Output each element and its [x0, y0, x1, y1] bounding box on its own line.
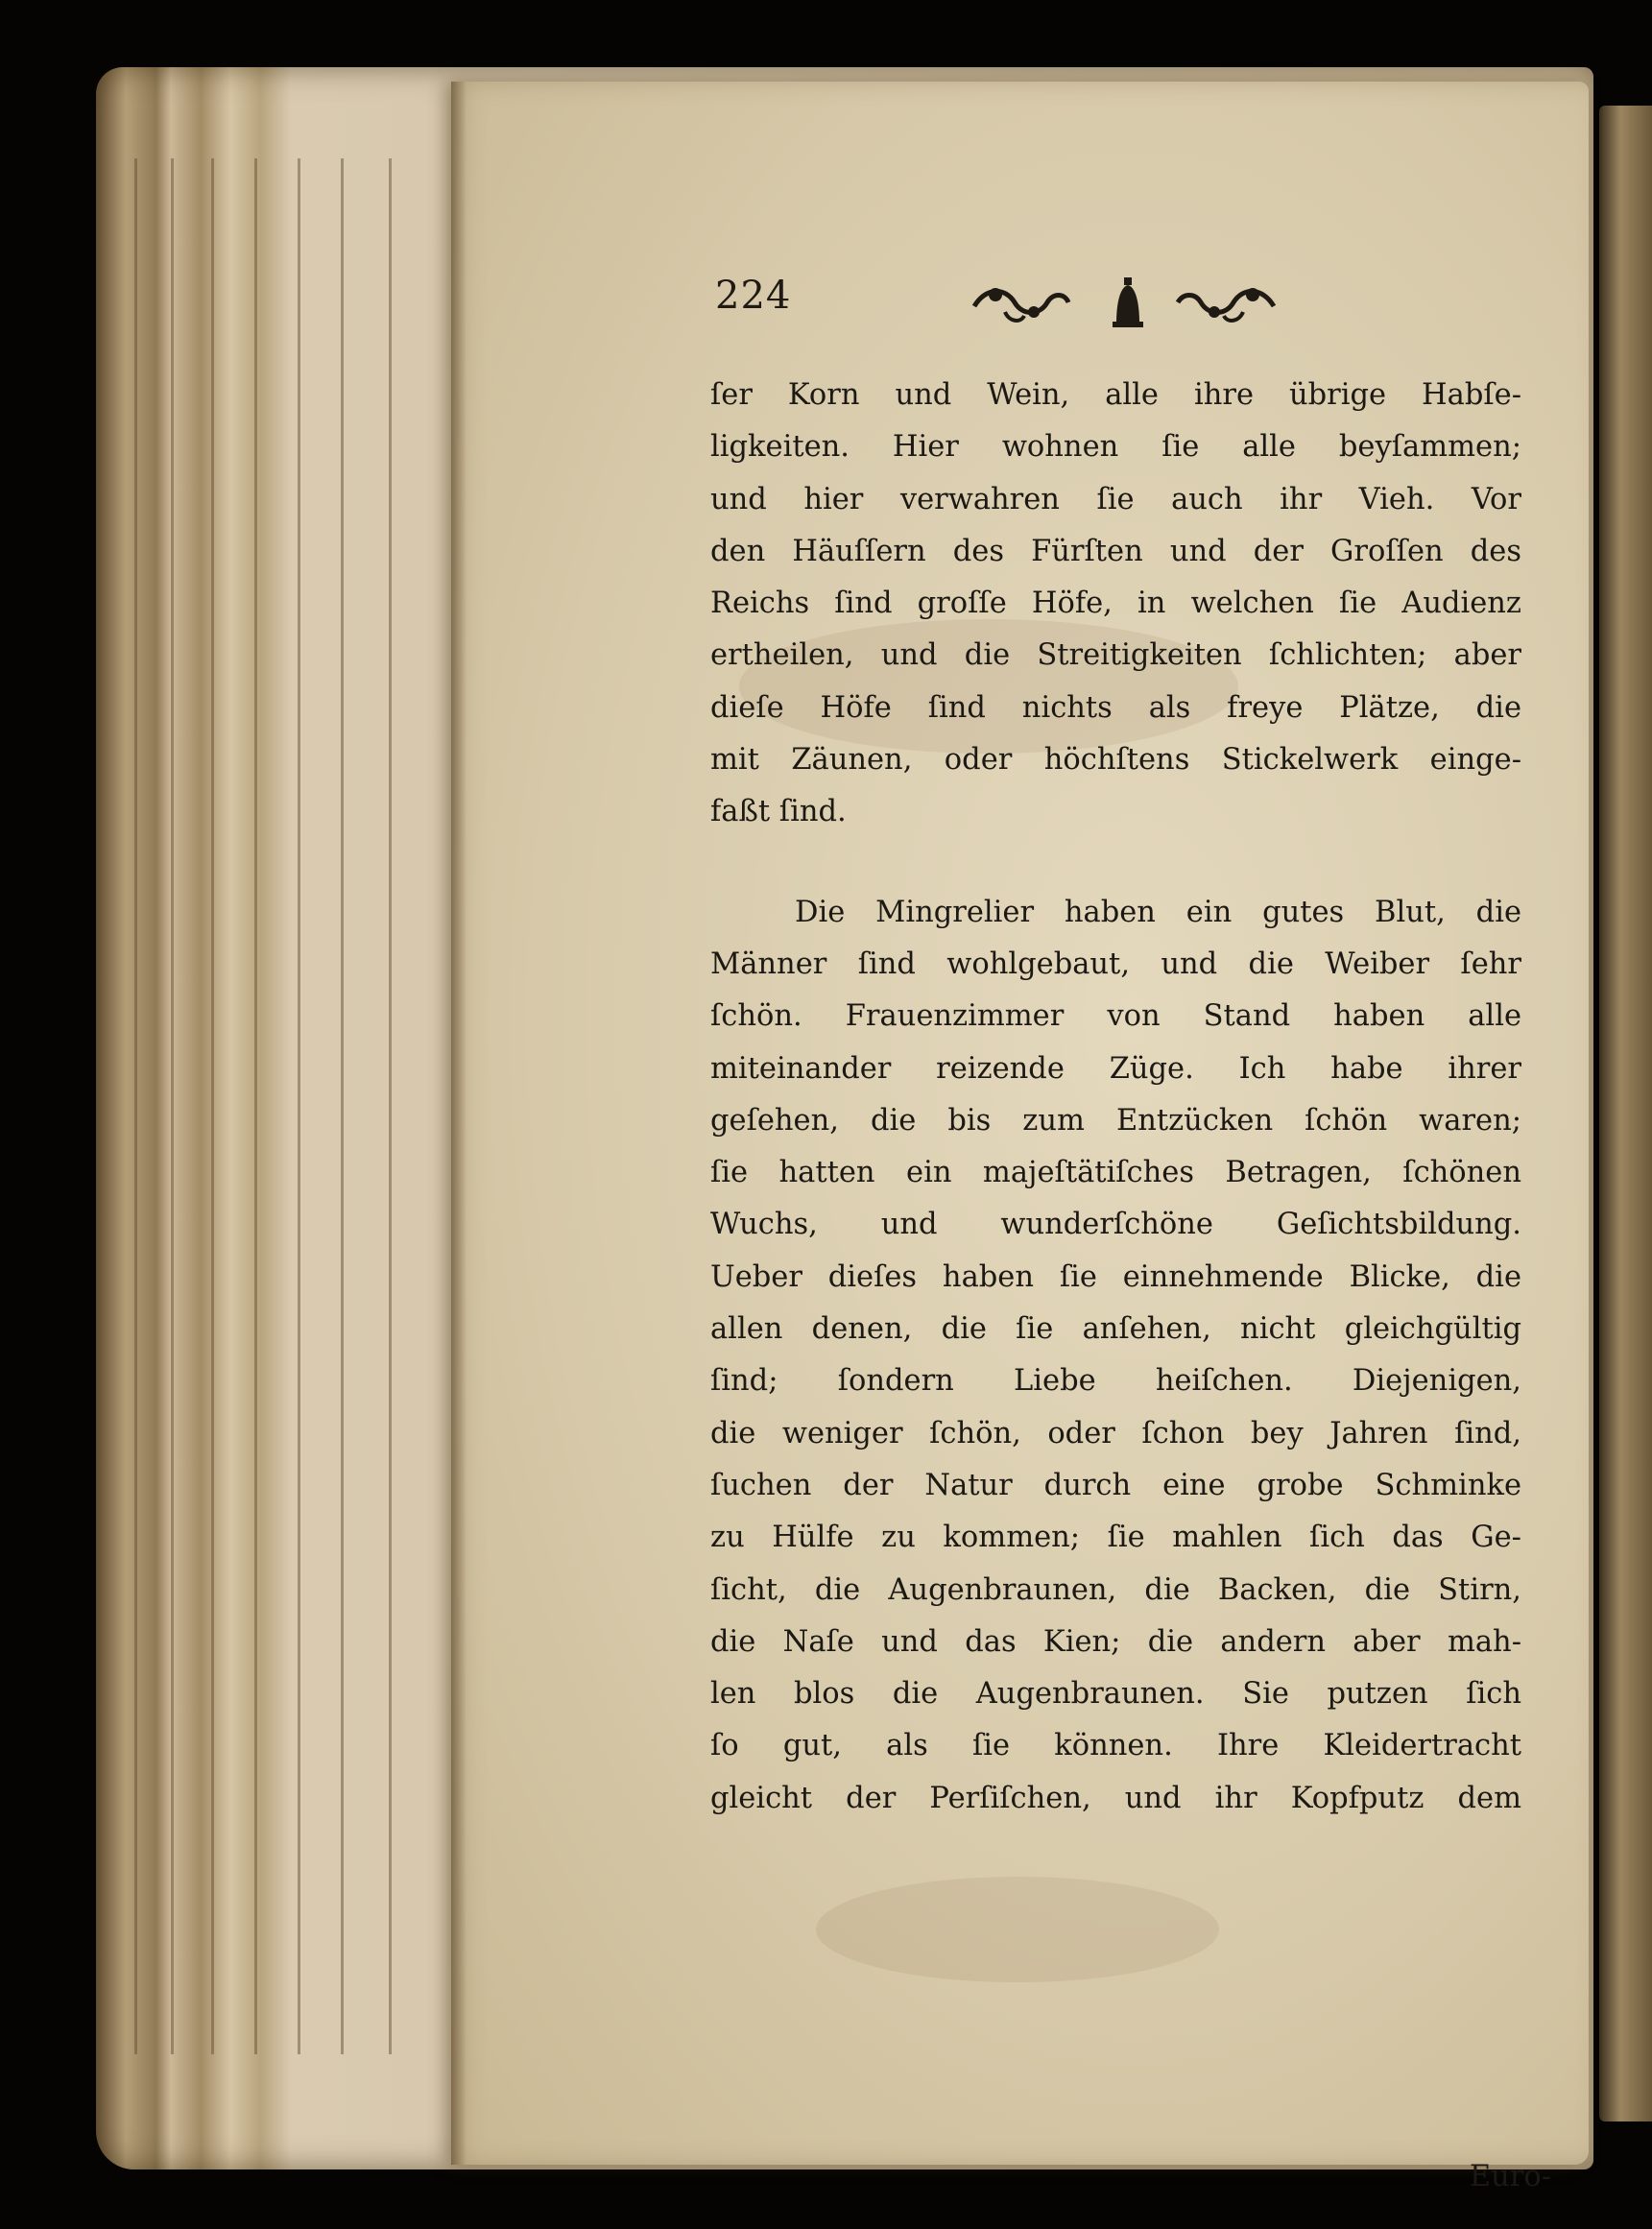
floral-ornament-icon: [967, 274, 1072, 331]
text-line: ſind; ſondern Liebe heiſchen. Diejenigen,: [710, 1364, 1521, 1399]
text-line: ertheilen, und die Streitigkeiten ſchlichten; aber: [710, 638, 1521, 673]
body-text: [710, 370, 1521, 1825]
page-edge-line: [298, 158, 300, 2054]
page-gutter-shadow: [451, 82, 467, 2165]
text-line: gleicht der Perſiſchen, und ihr Kopfputz dem: [710, 1781, 1521, 1815]
text-line: ligkeiten. Hier wohnen ſie alle beyſammen;: [710, 430, 1521, 465]
text-line: ſie hatten ein majeſtätiſches Betragen, ſchönen: [710, 1156, 1521, 1190]
text-line: geſehen, die bis zum Entzücken ſchön waren;: [710, 1103, 1521, 1138]
text-line: zu Hülfe zu kommen; ſie mahlen ſich das Ge-: [710, 1521, 1521, 1555]
floral-ornament-icon: [1174, 274, 1280, 331]
catchword: Euro-: [1469, 2160, 1551, 2193]
text-line: ſchön. Frauenzimmer von Stand haben alle: [710, 999, 1521, 1034]
text-line: allen denen, die ſie anſehen, nicht gleichgültig: [710, 1312, 1521, 1347]
page-edge-line: [211, 158, 214, 2054]
text-line: Die Mingrelier haben ein gutes Blut, die: [795, 895, 1521, 929]
text-line: ſo gut, als ſie können. Ihre Kleidertracht: [710, 1729, 1521, 1763]
text-line: Wuchs, und wunderſchöne Geſichtsbildung.: [710, 1208, 1521, 1242]
page-edge-line: [341, 158, 344, 2054]
page-edge-line: [389, 158, 392, 2054]
text-line: Reichs ſind groſſe Höfe, in welchen ſie Audienz: [710, 587, 1521, 621]
page-number: 224: [715, 274, 792, 318]
text-line: ſicht, die Augenbraunen, die Backen, die Stirn,: [710, 1572, 1521, 1607]
paragraph: [710, 887, 1521, 1825]
text-line: und hier verwahren ſie auch ihr Vieh. Vor: [710, 482, 1521, 516]
text-line: ſuchen der Natur durch eine grobe Schminke: [710, 1468, 1521, 1502]
text-line: den Häuſſern des Fürſten und der Groſſen des: [710, 534, 1521, 568]
paragraph: [710, 370, 1521, 839]
text-line: ſer Korn und Wein, alle ihre übrige Habſe-: [710, 378, 1521, 412]
text-line: die Naſe und das Kien; die andern aber mah-: [710, 1624, 1521, 1659]
facing-page-edge: [1599, 106, 1652, 2121]
text-line: dieſe Höfe ſind nichts als freye Plätze, die: [710, 690, 1521, 725]
page-edge-line: [134, 158, 137, 2054]
text-line: miteinander reizende Züge. Ich habe ihrer: [710, 1051, 1521, 1086]
page-header: [715, 274, 1253, 341]
bleed-through-stain: [816, 1877, 1219, 1982]
text-line: die weniger ſchön, oder ſchon bey Jahren ſind,: [710, 1416, 1521, 1450]
page-edge-line: [254, 158, 257, 2054]
page-edge-line: [171, 158, 174, 2054]
text-line: len blos die Augenbraunen. Sie putzen ſich: [710, 1677, 1521, 1712]
bell-ornament-icon: [1109, 274, 1147, 331]
text-line: mit Zäunen, oder höchſtens Stickelwerk einge-: [710, 743, 1521, 778]
paragraph-gap: [710, 839, 1521, 887]
text-line: faßt ſind.: [710, 795, 847, 829]
text-line: Ueber dieſes haben ſie einnehmende Blicke, die: [710, 1259, 1521, 1294]
text-line: Männer ſind wohlgebaut, und die Weiber ſehr: [710, 947, 1521, 981]
